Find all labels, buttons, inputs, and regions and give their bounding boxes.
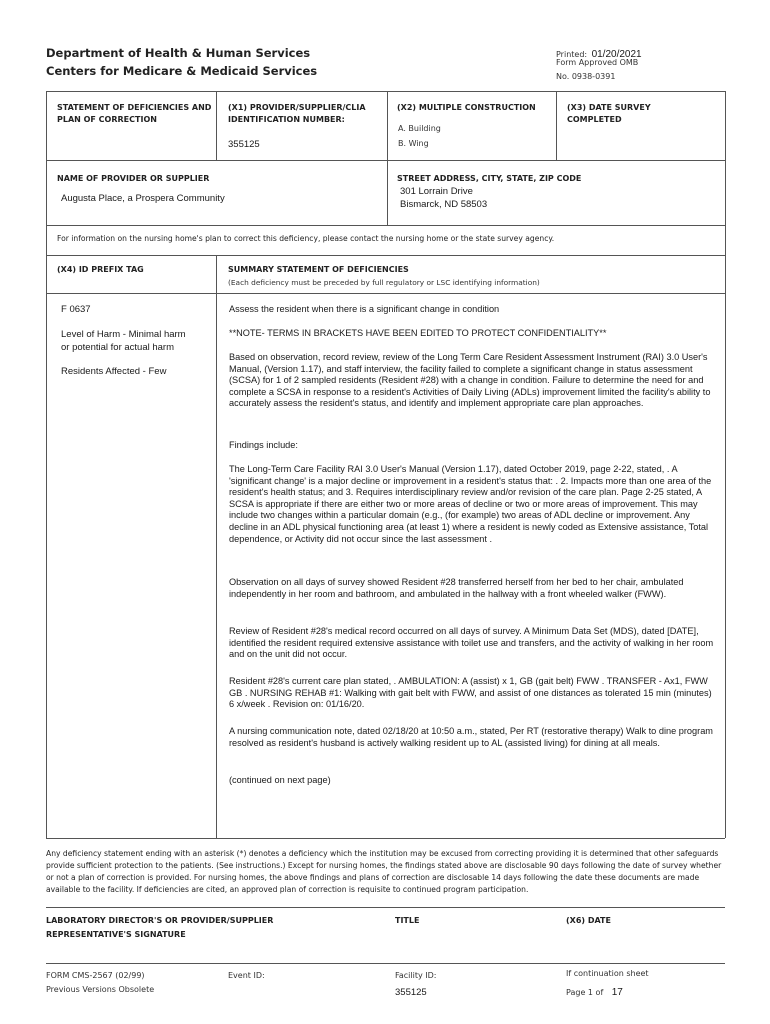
paragraph-3: The Long-Term Care Facility RAI 3.0 User's Manual (Version 1.17), dated October 2019, page 2-22, stated, . A 'significant change' is a major decline or improvement in a resident's status that: . 2. Impacts more than one area of the resident's health status; and 3. Requires interdisciplinary review and/or revision of the care plan. Page 2-25 stated, A SCSA is appropriate if there are either two or more areas of decline or two or more areas of improvement. This may include two changes within a particular domain (e.g., (for example) two areas of ADL decline or improvement. Any decline in an ADL physical functioning area (at least 1) where a resident is newly coded as Extensive assistance, Total dependence, or Activity did not occur since the last assessment . xyxy=(229,464,712,544)
deficiency-title: Assess the resident when there is a significant change in condition xyxy=(229,304,500,314)
agency-name: Department of Health & Human Services xyxy=(46,46,311,60)
form-approved: Form Approved OMB xyxy=(556,58,639,67)
paragraph-2: Findings include: xyxy=(229,440,298,450)
statement-label: STATEMENT OF DEFICIENCIES AND PLAN OF CORRECTION xyxy=(57,103,212,124)
director-signature-label-2: REPRESENTATIVE'S SIGNATURE xyxy=(46,930,186,939)
previous-versions: Previous Versions Obsolete xyxy=(46,985,155,994)
printed-date: 01/20/2021 xyxy=(591,49,642,60)
x2-label: (X2) MULTIPLE CONSTRUCTION xyxy=(397,103,536,112)
continuation-label: If continuation sheet xyxy=(566,969,649,978)
address-label: STREET ADDRESS, CITY, STATE, ZIP CODE xyxy=(397,174,582,183)
paragraph-1: Based on observation, record review, review of the Long Term Care Resident Assessment Instrument (RAI) 3.0 User's Manual, (Version 1.17), and staff interview, the facility failed to complete a significant change in status assessment (SCSA) for 1 of 2 sampled residents (Resident #28) with a change in condition. Failure to determine the need for and complete a SCSA in response to a resident's Activities of Daily Living (ADLs) improvement limited the facility's ability to accurately assess the resident's status, and identify and implement appropriate care plan approaches. xyxy=(229,352,711,409)
x3-label: (X3) DATE SURVEY COMPLETED xyxy=(567,103,651,124)
paragraph-5: Review of Resident #28's medical record occurred on all days of survey. A Minimum Data Set (MDS), dated [DATE], identified the resident required extensive assistance with toilet use and transfers, and the activity of walking in her room and on the unit did not occur. xyxy=(229,626,714,660)
title-label: TITLE xyxy=(395,916,420,925)
address-line2: Bismarck, ND 58503 xyxy=(400,199,488,210)
page-info xyxy=(566,982,623,1000)
event-id-label: Event ID: xyxy=(228,971,265,980)
page-total: 17 xyxy=(611,987,623,998)
page-label: Page 1 of xyxy=(566,988,604,997)
form-number: FORM CMS-2567 (02/99) xyxy=(46,971,145,980)
x1-value: 355125 xyxy=(228,139,260,150)
agency-subname: Centers for Medicare & Medicaid Services xyxy=(46,64,318,78)
provider-name: Augusta Place, a Prospera Community xyxy=(61,193,225,204)
paragraph-6: Resident #28's current care plan stated, . AMBULATION: A (assist) x 1, GB (gait belt) FWW . TRANSFER - Ax1, FWW GB . NURSING REHAB #1: Walking with gait belt with FWW, and assist of one distances as tolerated 15 min (minutes) 6 x/week . Revision on: 01/16/20. xyxy=(229,676,712,710)
provider-name-label: NAME OF PROVIDER OR SUPPLIER xyxy=(57,174,210,183)
x2-building: A. Building xyxy=(398,124,441,133)
harm-level-line2: or potential for actual harm xyxy=(61,342,175,353)
continued-note: (continued on next page) xyxy=(229,775,331,785)
printed-label: Printed: xyxy=(556,50,588,59)
omb-number: No. 0938-0391 xyxy=(556,72,616,81)
summary-sub: (Each deficiency must be preceded by full regulatory or LSC identifying information) xyxy=(228,278,540,287)
x4-label: (X4) ID PREFIX TAG xyxy=(57,265,144,274)
date-label: (X6) DATE xyxy=(566,916,611,925)
harm-level-line1: Level of Harm - Minimal harm xyxy=(61,329,186,340)
paragraph-7: A nursing communication note, dated 02/18/20 at 10:50 a.m., stated, Per RT (restorative therapy) Walk to dine program resolved as resident's husband is actively walking resident up to AL (assisted living) for dining at all meals. xyxy=(229,726,713,748)
residents-affected: Residents Affected - Few xyxy=(61,366,167,377)
info-note: For information on the nursing home's plan to correct this deficiency, please contact the nursing home or the state survey agency. xyxy=(57,234,555,243)
address-line1: 301 Lorrain Drive xyxy=(400,186,473,197)
deficiency-tag: F 0637 xyxy=(61,304,91,315)
x1-label: (X1) PROVIDER/SUPPLIER/CLIA IDENTIFICATION NUMBER: xyxy=(228,103,366,124)
paragraph-4: Observation on all days of survey showed Resident #28 transferred herself from her bed to her chair, ambulated independently in her room and bathroom, and ambulated in the hallway with a front wheeled walker (FWW). xyxy=(229,577,684,599)
facility-id-value: 355125 xyxy=(395,987,427,998)
x2-wing: B. Wing xyxy=(398,139,429,148)
disclaimer: Any deficiency statement ending with an asterisk (*) denotes a deficiency which the institution may be excused from correcting providing it is determined that other safeguards provide sufficient protection to the patients. (See instructions.) Except for nursing homes, the findings stated above are disclosable 90 days following the date of survey whether or not a plan of correction is provided. For nursing homes, the above findings and plans of correction are disclosable 14 days following the date these documents are made available to the facility. If deficiencies are cited, an approved plan of correction is requisite to continued program participation. xyxy=(46,849,722,894)
summary-label: SUMMARY STATEMENT OF DEFICIENCIES xyxy=(228,265,409,274)
confidentiality-note: **NOTE- TERMS IN BRACKETS HAVE BEEN EDITED TO PROTECT CONFIDENTIALITY** xyxy=(229,328,607,338)
facility-id-label: Facility ID: xyxy=(395,971,437,980)
director-signature-label-1: LABORATORY DIRECTOR'S OR PROVIDER/SUPPLIER xyxy=(46,916,274,925)
